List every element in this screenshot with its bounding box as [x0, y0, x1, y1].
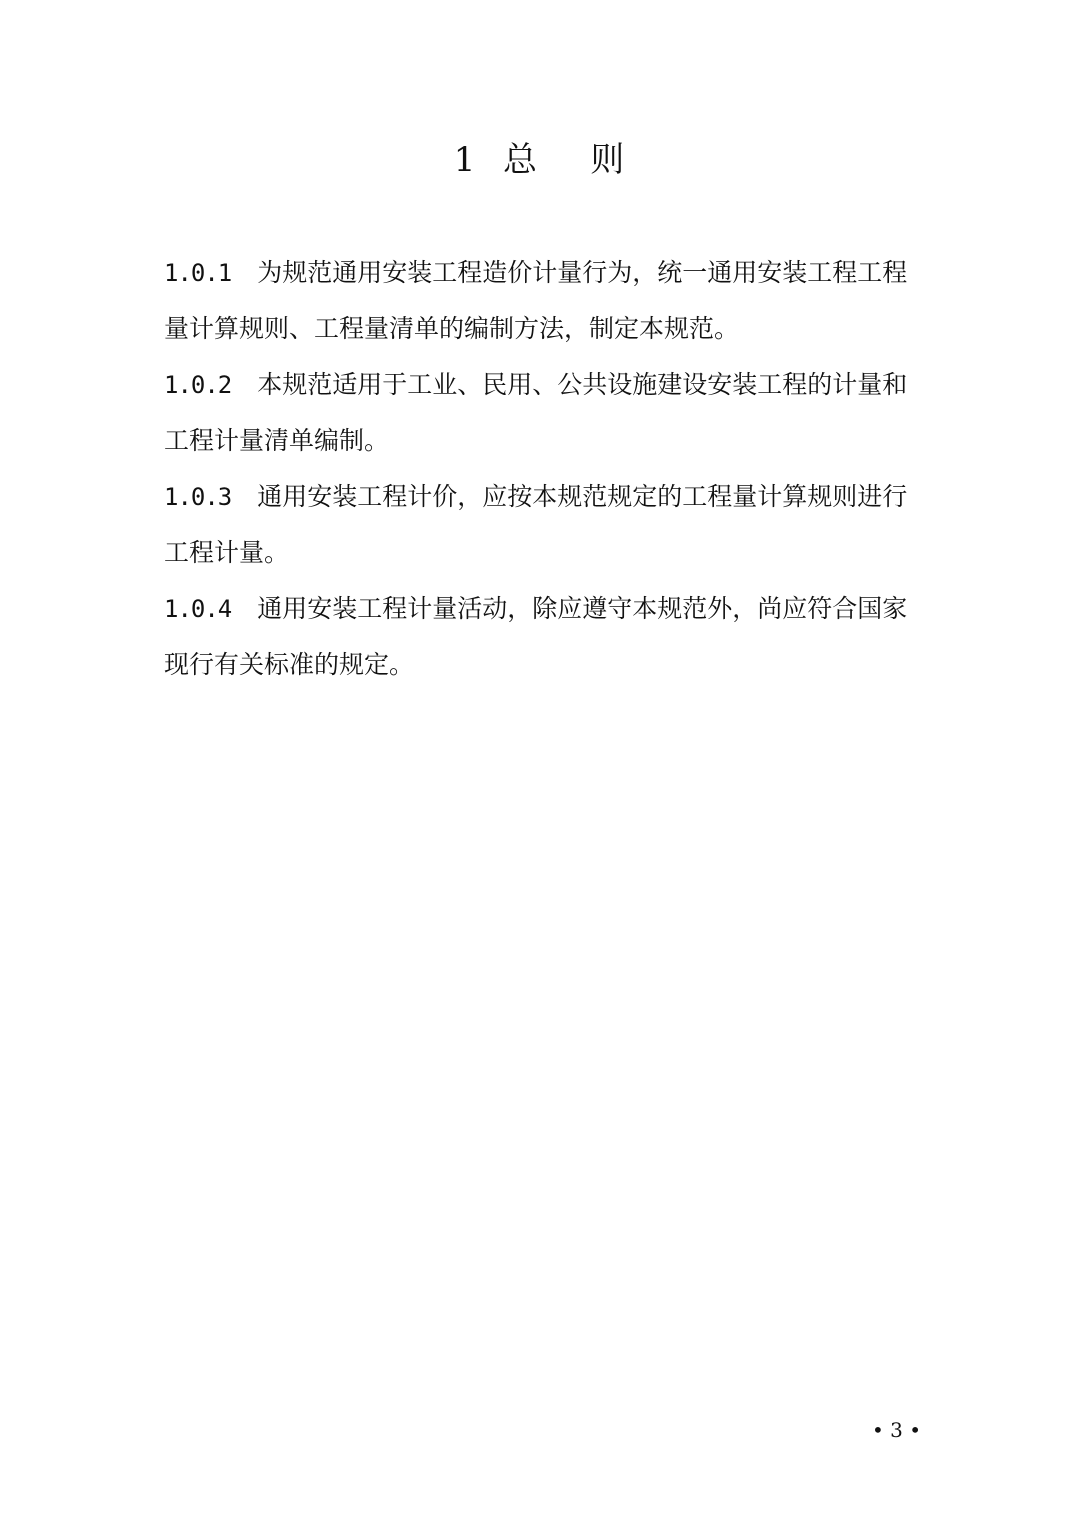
clause-1-0-4 — [164, 581, 924, 693]
clause-1-0-2 — [164, 357, 924, 469]
chapter-title: 1 总 则 — [453, 140, 627, 180]
clause-number: 1.0.1 — [164, 259, 232, 287]
clause-number: 1.0.3 — [164, 483, 232, 511]
clause-1-0-3 — [164, 469, 924, 581]
clause-text: 通用安装工程计量活动，除应遵守本规范外，尚应符合国家现行有关标准的规定。 — [164, 594, 908, 679]
clause-1-0-1 — [164, 245, 924, 357]
clause-number: 1.0.4 — [164, 595, 232, 623]
page-number: • 3 • — [872, 1418, 922, 1442]
clause-text: 本规范适用于工业、民用、公共设施建设安装工程的计量和工程计量清单编制。 — [164, 370, 908, 455]
clause-list — [164, 245, 924, 693]
clause-text: 为规范通用安装工程造价计量行为，统一通用安装工程工程量计算规则、工程量清单的编制方法，制定本规范。 — [164, 258, 908, 343]
clause-number: 1.0.2 — [164, 371, 232, 399]
clause-text: 通用安装工程计价，应按本规范规定的工程量计算规则进行工程计量。 — [164, 482, 908, 567]
